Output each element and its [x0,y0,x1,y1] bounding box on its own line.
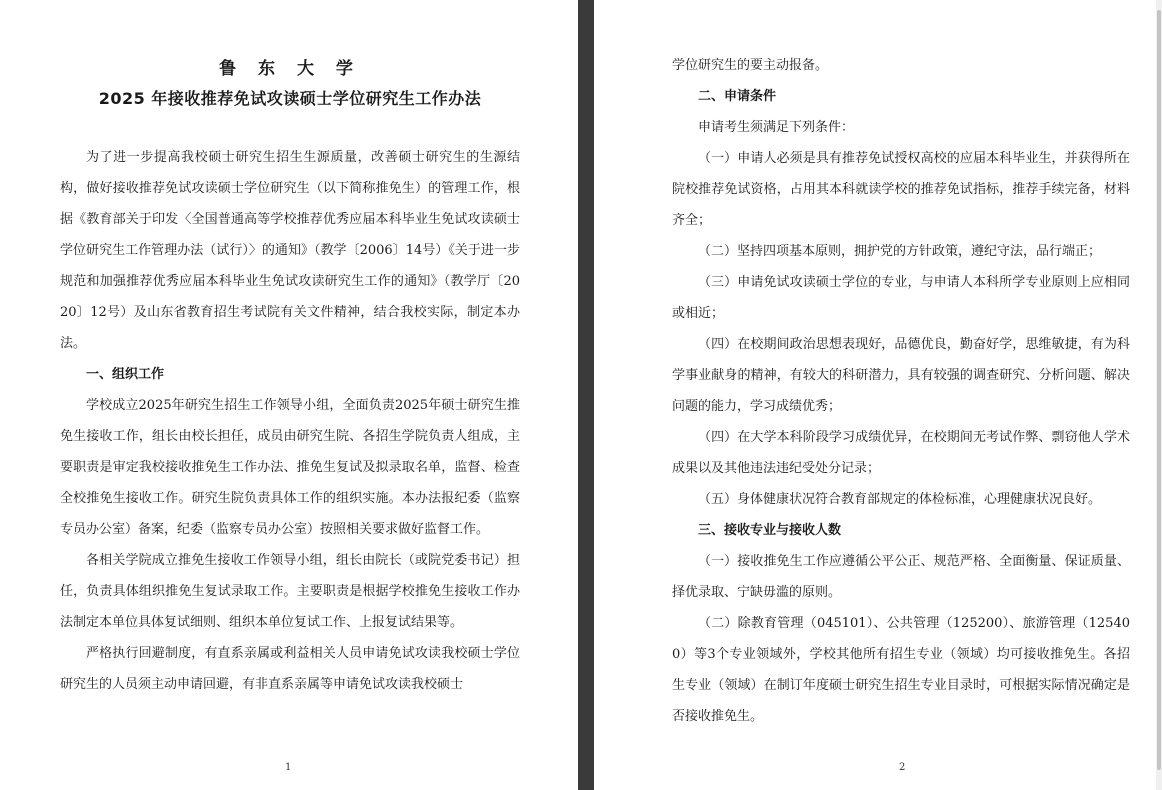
condition-item: （五）身体健康状况符合教育部规定的体检标准，心理健康状况良好。 [698,492,1102,507]
organization-paragraph-1: 学校成立2025年研究生招生工作领导小组，全面负责2025年硕士研究生推免生接收工作，组长由校长担任，成员由研究生院、各招生学院负责人组成，主要职责是审定我校接收推免生工作办法、推免生复试及拟录取名单，监督、检查全校推免生接收工作。研究生院负责具体工作的组织实施。本办法报纪委（监察专员办公室）备案，纪委（监察专员办公室）按照相关要求做好监督工作。 [60,398,520,537]
university-name: 鲁 东 大 学 [219,59,361,79]
condition-item: （三）申请免试攻读硕士学位的专业，与申请人本科所学专业原则上应相同或相近； [672,275,1130,321]
document-page-2 [594,0,1156,790]
scrollbar-thumb[interactable] [1157,10,1161,770]
page-2-body [672,50,1130,732]
document-page-1 [0,0,578,790]
document-title: 2025 年接收推荐免试攻读硕士学位研究生工作办法 [98,89,482,108]
condition-item: （四）在大学本科阶段学习成绩优异，在校期间无考试作弊、剽窃他人学术成果以及其他违法违纪受处分记录； [672,430,1130,476]
condition-item: （二）坚持四项基本原则，拥护党的方针政策，遵纪守法，品行端正； [698,244,1102,259]
section-heading-organization: 一、组织工作 [86,367,165,382]
page-1-body [60,142,520,700]
organization-paragraph-3: 严格执行回避制度，有直系亲属或利益相关人员申请免试攻读我校硕士学位研究生的人员须主动申请回避，有非直系亲属等申请免试攻读我校硕士 [60,646,520,692]
intro-paragraph: 为了进一步提高我校硕士研究生招生生源质量，改善硕士研究生的生源结构，做好接收推荐免试攻读硕士学位研究生（以下简称推免生）的管理工作，根据《教育部关于印发〈全国普通高等学校推荐优秀应届本科毕业生免试攻读硕士学位研究生工作管理办法（试行）〉的通知》（教学〔2006〕14号）《关于进一步规范和加强推荐优秀应届本科毕业生免试攻读研究生工作的通知》（教学厅〔2020〕12号）及山东省教育招生考试院有关文件精神，结合我校实际，制定本办法。 [60,150,520,351]
majors-item: （一）接收推免生工作应遵循公平公正、规范严格、全面衡量、保证质量、择优录取、宁缺毋滥的原则。 [672,554,1130,600]
conditions-intro: 申请考生须满足下列条件： [698,120,855,135]
vertical-scrollbar[interactable] [1156,0,1162,790]
majors-item: （二）除教育管理（045101）、公共管理（125200）、旅游管理（125400）等3个专业领域外，学校其他所有招生专业（领域）均可接收推免生。各招生专业（领域）在制订年度硕士研究生招生专业目录时，可根据实际情况确定是否接收推免生。 [672,616,1130,724]
page-number-2: 2 [899,762,906,773]
continuation-paragraph: 学位研究生的要主动报备。 [672,58,829,73]
page-number-1: 1 [285,762,292,773]
condition-item: （四）在校期间政治思想表现好，品德优良，勤奋好学，思维敏捷，有为科学事业献身的精神，有较大的科研潜力，具有较强的调查研究、分析问题、解决问题的能力，学习成绩优秀； [672,337,1130,414]
section-heading-conditions: 二、申请条件 [698,89,777,104]
organization-paragraph-2: 各相关学院成立推免生接收工作领导小组，组长由院长（或院党委书记）担任，负责具体组织推免生复试录取工作。主要职责是根据学校推免生接收工作办法制定本单位具体复试细则、组织本单位复试工作、上报复试结果等。 [60,553,520,630]
condition-item: （一）申请人必须是具有推荐免试授权高校的应届本科毕业生，并获得所在院校推荐免试资格，占用其本科就读学校的推荐免试指标，推荐手续完备，材料齐全； [672,151,1130,228]
page-divider [578,0,594,790]
section-heading-majors: 三、接收专业与接收人数 [698,523,842,538]
